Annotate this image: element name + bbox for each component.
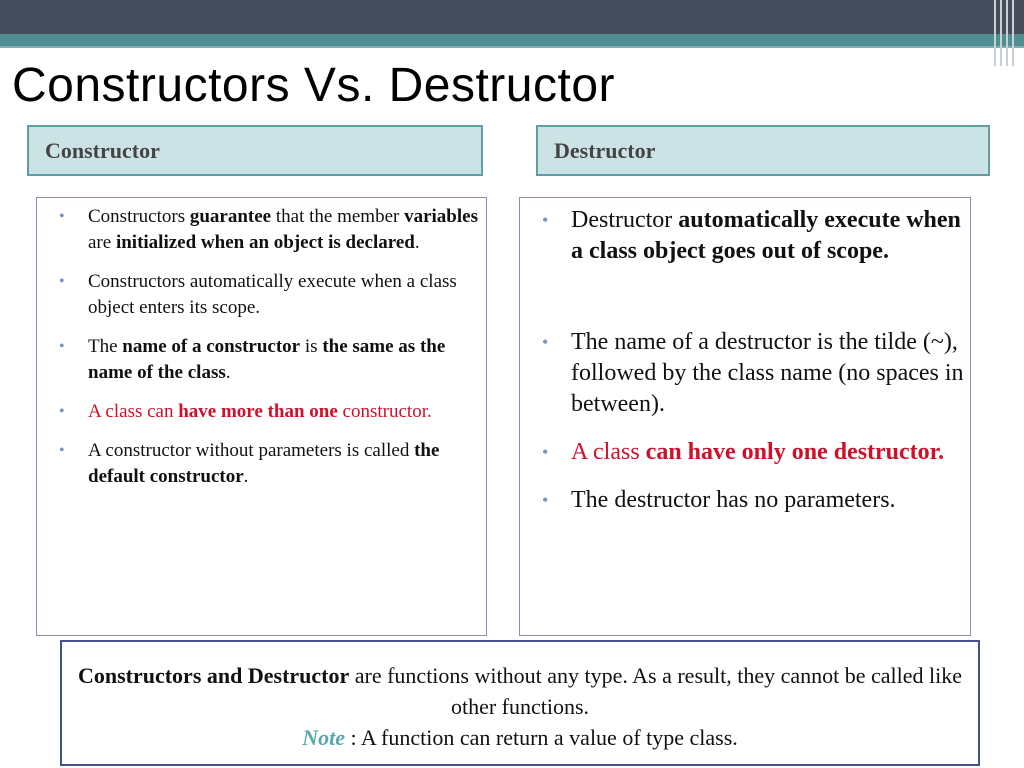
bullet-item [520,327,970,420]
note-text: : A function can return a value of type class. [344,725,738,750]
bullet-item [37,399,486,425]
summary-bold-lead: Constructors and Destructor [77,663,350,688]
bullet-text-run: have more than one [178,401,338,422]
destructor-bullet-list [520,205,970,516]
bullet-text-run: constructor. [337,401,432,422]
bullet-text-run: are [88,232,116,253]
bullet-dot-icon: • [542,332,549,352]
bullet-dot-icon: • [59,338,65,355]
bullet-text-run: The name of a destructor is the tilde (~), followed by the class name (no spaces in between). [571,329,964,417]
bullet-text-run: The destructor has no parameters. [571,487,896,513]
bullet-dot-icon: • [542,210,549,230]
bullet-dot-icon: • [59,442,65,459]
decor-line [606,56,946,58]
bullet-text-run: The [88,336,123,357]
bullet-dot-icon: • [59,403,65,420]
bullet-text-run: A class can [88,401,179,422]
bullet-item [37,269,486,321]
bullet-text-run: initialized when an object is declared [115,232,415,253]
bullet-item [520,485,970,516]
slide-title: Constructors Vs. Destructor [12,59,615,112]
destructor-header-label: Destructor [554,138,656,163]
bullet-item [520,205,970,267]
bullet-item [37,204,486,256]
note-line [62,722,978,753]
top-bar [0,0,1024,34]
constructor-header [27,125,483,176]
bullet-text-run: name of a constructor [122,336,301,357]
teal-band [0,34,1024,46]
bullet-text-run: automatically execute when a class object goes out of scope. [571,207,961,264]
decor-stripe [1012,0,1014,68]
decor-stripe [1006,0,1008,68]
bullet-dot-icon: • [59,208,65,225]
decor-stripe [994,0,996,68]
bullet-item [520,437,970,468]
constructor-bullet-list [37,204,486,490]
decor-line [824,66,1014,68]
bullet-dot-icon: • [59,273,65,290]
destructor-header [536,125,990,176]
destructor-box [519,197,971,636]
summary-line [62,660,978,722]
bullet-text-run: . [225,362,231,383]
bullet-text-run: the default constructor [88,440,440,487]
bullet-text-run: A constructor without parameters is called [88,440,415,461]
teal-thin-band [0,46,1024,48]
bullet-item [37,438,486,490]
bullet-text-run: Constructors [88,206,190,227]
decor-stripe [1000,0,1002,68]
bullet-text-run: variables [404,206,478,227]
bullet-text-run: Constructors automatically execute when a class object enters its scope. [88,271,457,318]
constructor-header-label: Constructor [45,138,160,163]
bullet-text-run: . [414,232,420,253]
bullet-text-run: . [243,466,249,487]
bullet-dot-icon: • [542,442,549,462]
summary-text: are functions without any type. As a result, they cannot be called like other functions. [349,663,963,719]
bullet-text-run: the same as the name of the class [88,336,446,383]
bullet-text-run: that the member [271,206,405,227]
bullet-text-run: guarantee [189,206,272,227]
summary-box [60,640,980,766]
bullet-item [37,334,486,386]
bullet-dot-icon: • [542,490,549,510]
note-label: Note [302,725,345,750]
constructor-box [36,197,487,636]
bullet-text-run: is [300,336,323,357]
bullet-text-run: can have only one destructor. [645,439,945,465]
bullet-text-run: Destructor [571,207,679,233]
bullet-text-run: A class [571,439,646,465]
